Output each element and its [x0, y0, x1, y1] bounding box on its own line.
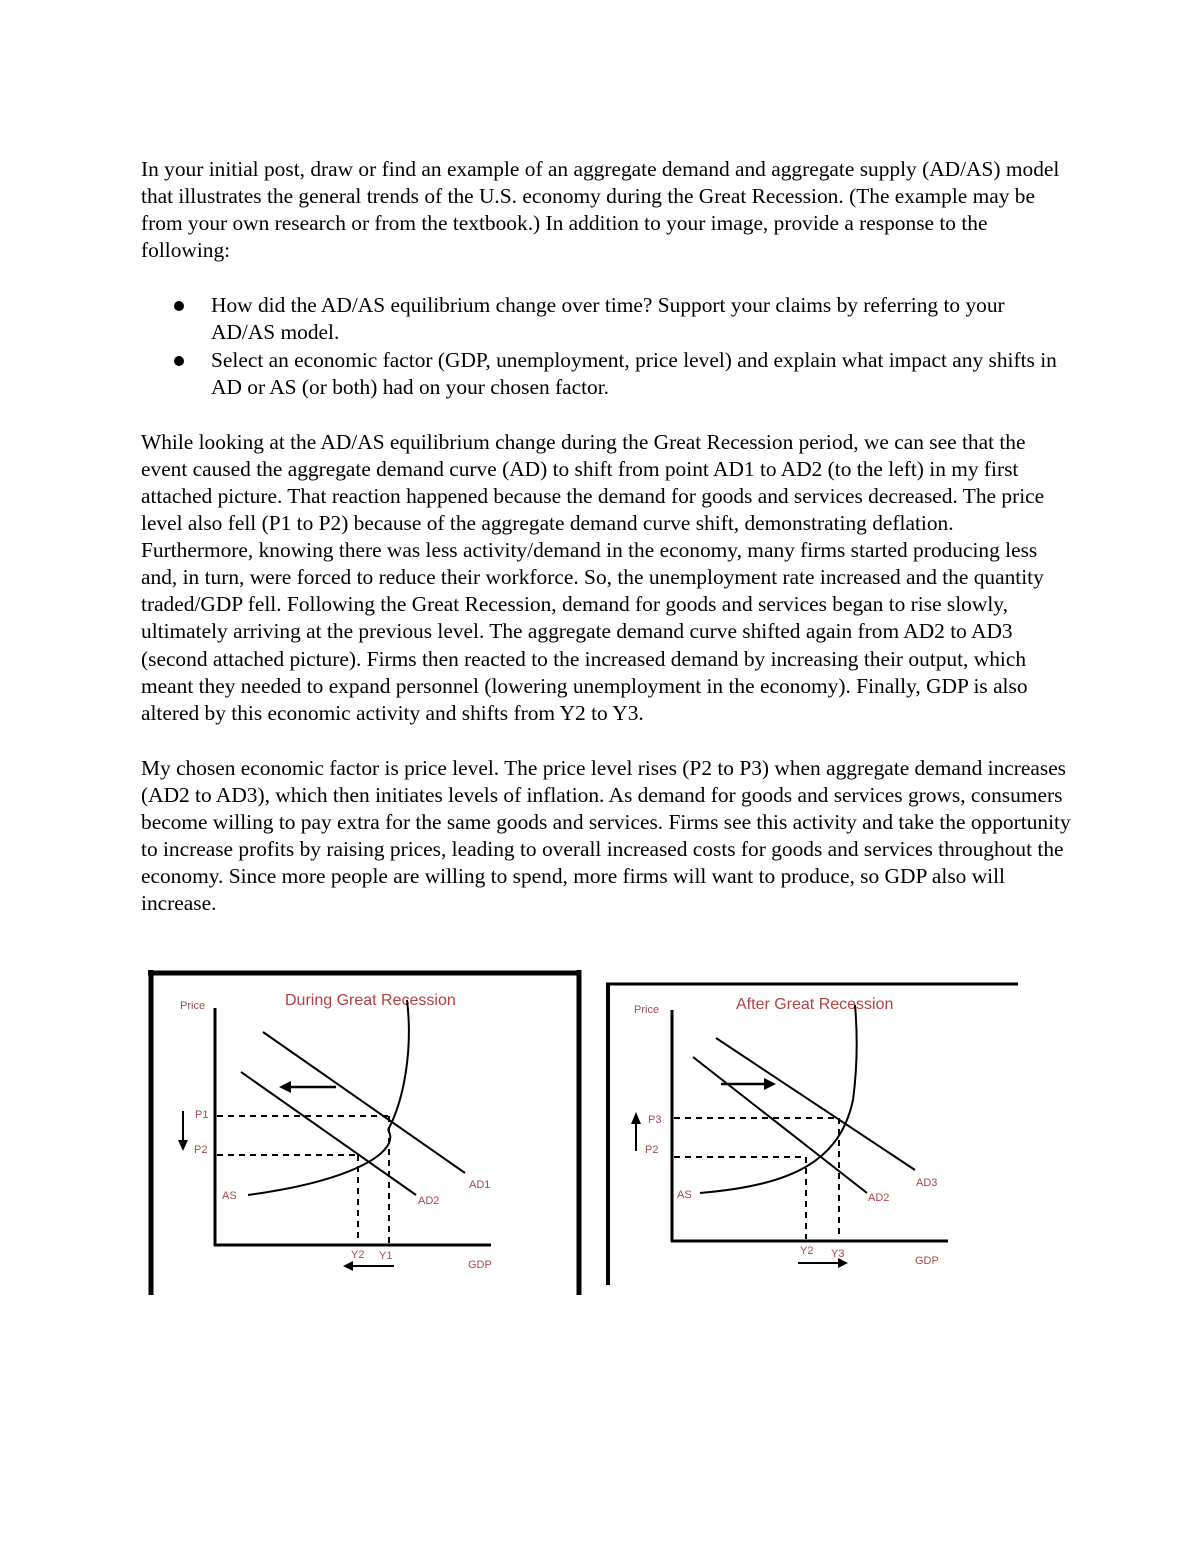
y-low-label: Y2 [800, 1245, 814, 1257]
x-axis-label: GDP [915, 1255, 939, 1267]
as-curve [700, 1005, 857, 1193]
as-curve [248, 1000, 409, 1195]
right-arrow-icon [764, 1078, 776, 1090]
x-axis-label: GDP [468, 1259, 492, 1271]
ad-new-curve [716, 1038, 915, 1170]
up-arrow-icon [631, 1112, 641, 1124]
figure-during-recession [148, 970, 583, 1295]
as-label: AS [222, 1190, 237, 1202]
bullet-icon [174, 301, 184, 311]
bullet-icon [174, 356, 184, 366]
adas-diagram-during [148, 970, 583, 1295]
ad-old-curve [263, 1032, 465, 1173]
y-low-label: Y2 [351, 1249, 365, 1261]
p-high-label: P1 [195, 1109, 209, 1121]
list-item [141, 347, 1071, 401]
question-text: Select an economic factor (GDP, unemployment, price level) and explain what impact any shifts in AD or AS (or both) had on your chosen factor. [211, 347, 1057, 399]
ad-old-curve [693, 1057, 867, 1193]
left-arrow-icon [279, 1081, 291, 1093]
left-arrow-icon [343, 1261, 353, 1271]
down-arrow-icon [178, 1140, 188, 1151]
y-axis-label: Price [180, 1000, 206, 1012]
list-item [141, 292, 1071, 346]
as-label: AS [677, 1189, 692, 1201]
y-axis-label: Price [634, 1004, 660, 1016]
question-text: How did the AD/AS equilibrium change over time? Support your claims by referring to your AD/AS model. [211, 293, 1005, 345]
figure-title: After Great Recession [736, 996, 894, 1013]
p-low-label: P2 [194, 1144, 208, 1156]
prompt-intro: In your initial post, draw or find an example of an aggregate demand and aggregate supply (AD/AS) model that illustrates the general trends of the U.S. economy during the Great Recession. (The example may be from your own research or from the textbook.) In addition to your image, provide a response to the following: [141, 157, 1060, 263]
p-high-label: P3 [648, 1114, 662, 1126]
ad-old-label: AD1 [469, 1179, 491, 1191]
ad-new-label: AD2 [418, 1195, 440, 1207]
ad-old-label: AD2 [868, 1192, 890, 1204]
figure-after-recession [605, 980, 1020, 1290]
figure-title: During Great Recession [285, 992, 456, 1009]
ad-new-label: AD3 [916, 1177, 938, 1189]
y-high-label: Y1 [379, 1250, 393, 1262]
y-high-label: Y3 [831, 1248, 845, 1260]
adas-diagram-after [605, 980, 1020, 1290]
document-text [141, 156, 1071, 917]
p-low-label: P2 [645, 1144, 659, 1156]
response-paragraph-1: While looking at the AD/AS equilibrium change during the Great Recession period, we can see that the event caused the aggregate demand curve (AD) to shift from point AD1 to AD2 (to the left) in my first attached picture. That reaction happened because the demand for goods and services decreased. The price level also fell (P1 to P2) because of the aggregate demand curve shift, demonstrating deflation. Furthermore, knowing there was less activity/demand in the economy, many firms started producing less and, in turn, were forced to reduce their workforce. So, the unemployment rate increased and the quantity traded/GDP fell. Following the Great Recession, demand for goods and services began to rise slowly, ultimately arriving at the previous level. The aggregate demand curve shifted again from AD2 to AD3 (second attached picture). Firms then reacted to the increased demand by increasing their output, which meant they needed to expand personnel (lowering unemployment in the economy). Finally, GDP is also altered by this economic activity and shifts from Y2 to Y3. [141, 429, 1045, 725]
response-paragraph-2: My chosen economic factor is price level. The price level rises (P2 to P3) when aggregate demand increases (AD2 to AD3), which then initiates levels of inflation. As demand for goods and services grows, consumers become willing to pay extra for the same goods and services. Firms see this activity and take the opportunity to increase profits by raising prices, leading to overall increased costs for goods and services throughout the economy. Since more people are willing to spend, more firms will want to produce, so GDP also will increase. [141, 755, 1071, 916]
prompt-questions [141, 292, 1071, 400]
